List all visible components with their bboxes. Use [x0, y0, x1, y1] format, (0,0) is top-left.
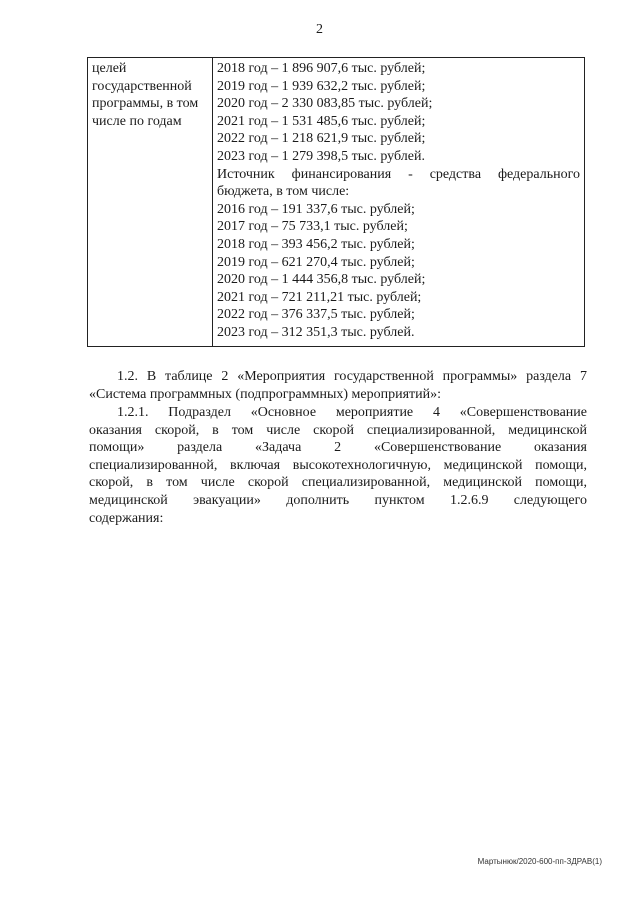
funding-year-line: 2022 год – 1 218 621,9 тыс. рублей; [217, 131, 426, 147]
paragraph-line: оказания скорой, в том числе скорой специализированной, медицинской [89, 422, 587, 438]
funding-year-line: 2021 год – 1 531 485,6 тыс. рублей; [217, 113, 426, 129]
funding-source-line: Источник финансирования - средства федерального [217, 166, 580, 182]
label-line: программы, в том [92, 96, 199, 112]
paragraph-line: помощи» раздела «Задача 2 «Совершенствование оказания [89, 440, 587, 456]
page-number: 2 [316, 22, 323, 37]
footer-reference: Мартынюк/2020-600-пп-ЗДРАВ(1) [477, 857, 602, 866]
funding-year-line: 2020 год – 2 330 083,85 тыс. рублей; [217, 96, 433, 112]
funding-year-line: 2018 год – 1 896 907,6 тыс. рублей; [217, 61, 426, 76]
paragraph-line: содержания: [89, 510, 164, 526]
federal-year-line: 2016 год – 191 337,6 тыс. рублей; [217, 201, 415, 217]
label-line: целей [92, 61, 127, 76]
federal-year-line: 2023 год – 312 351,3 тыс. рублей. [217, 324, 415, 340]
paragraph-line: «Система программных (подпрограммных) мероприятий»: [89, 386, 442, 402]
funding-year-line: 2019 год – 1 939 632,2 тыс. рублей; [217, 78, 426, 94]
federal-year-line: 2020 год – 1 444 356,8 тыс. рублей; [217, 272, 426, 288]
paragraph-1-2 [89, 368, 587, 403]
federal-year-line: 2021 год – 721 211,21 тыс. рублей; [217, 289, 422, 305]
paragraph-line: 1.2. В таблице 2 «Мероприятия государственной программы» раздела 7 [117, 369, 587, 384]
table-values-cell [213, 58, 585, 347]
federal-year-line: 2022 год – 376 337,5 тыс. рублей; [217, 307, 415, 323]
table-label-cell [88, 58, 213, 347]
funding-source-line: бюджета, в том числе: [217, 184, 350, 200]
federal-year-line: 2019 год – 621 270,4 тыс. рублей; [217, 254, 415, 270]
federal-year-line: 2018 год – 393 456,2 тыс. рублей; [217, 236, 415, 252]
paragraph-1-2-1 [89, 404, 587, 527]
funding-table [87, 57, 585, 347]
funding-year-line: 2023 год – 1 279 398,5 тыс. рублей. [217, 148, 425, 164]
paragraph-line: специализированной, включая высокотехнологичную, медицинской помощи, [89, 457, 587, 473]
paragraph-line: скорой, в том числе скорой специализированной, медицинской помощи, [89, 475, 587, 491]
paragraph-line: медицинской эвакуации» дополнить пунктом 1.2.6.9 следующего [89, 492, 587, 508]
federal-year-line: 2017 год – 75 733,1 тыс. рублей; [217, 219, 408, 235]
paragraph-line: 1.2.1. Подраздел «Основное мероприятие 4 «Совершенствование [117, 405, 587, 420]
table-row [88, 58, 585, 347]
label-line: числе по годам [92, 113, 182, 129]
label-line: государственной [92, 78, 192, 94]
